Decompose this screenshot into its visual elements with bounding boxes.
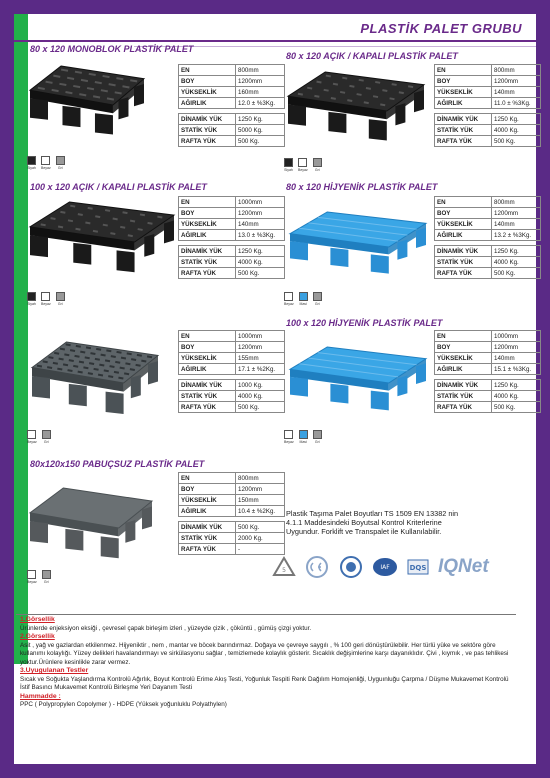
spec-row-rafta xyxy=(435,136,541,147)
product-title: 80x120x150 PABUÇSUZ PLASTİK PALET xyxy=(30,459,205,469)
spec-label: YÜKSEKLİK xyxy=(179,353,236,364)
spec-label: RAFTA YÜK xyxy=(179,402,236,413)
spec-label: EN xyxy=(435,197,492,208)
spec-row-agirlik xyxy=(179,506,285,517)
spec-value: 12.0 ± %3Kg. xyxy=(236,98,285,109)
spec-row-en xyxy=(179,197,285,208)
spec-row-en xyxy=(179,473,285,484)
spec-label: EN xyxy=(179,65,236,76)
pallet-image xyxy=(28,200,176,289)
spec-row-rafta xyxy=(435,268,541,279)
spec-row-yukseklik xyxy=(179,219,285,230)
swatch-box xyxy=(299,292,308,301)
spec-row-dinamik xyxy=(435,114,541,125)
spec-value: 140mm xyxy=(236,219,285,230)
spec-label: DİNAMİK YÜK xyxy=(179,522,236,533)
heading-tests: 3.Uyugulanan Testler xyxy=(20,667,89,674)
spec-label: YÜKSEKLİK xyxy=(179,495,236,506)
pallet-image xyxy=(30,340,160,431)
swatch-box xyxy=(298,158,307,167)
title-divider-light xyxy=(134,46,536,47)
title-divider xyxy=(14,40,536,42)
color-swatch xyxy=(313,430,322,444)
swatch-box xyxy=(27,570,36,579)
spec-row-dinamik xyxy=(435,380,541,391)
spec-row-agirlik xyxy=(179,98,285,109)
spec-value: - xyxy=(236,544,285,555)
product-title: 80 x 120 MONOBLOK PLASTİK PALET xyxy=(30,44,194,54)
text-gorsellik-1: Ürünlerde enjeksiyon eksiği , çevresel çapak birleşim izleri , yüzeyde çizik , çöküntü , gümüş çizgi yoktur. xyxy=(20,624,312,632)
pallet-image xyxy=(288,210,428,289)
spec-label: AĞIRLIK xyxy=(435,364,492,375)
spec-label: AĞIRLIK xyxy=(179,230,236,241)
spec-value: 500 Kg. xyxy=(492,136,541,147)
spec-row-boy xyxy=(179,484,285,495)
spec-row-yukseklik xyxy=(179,87,285,98)
spec-row-statik xyxy=(179,533,285,544)
spec-row-en xyxy=(435,197,541,208)
spec-label: BOY xyxy=(435,208,492,219)
swatch-box xyxy=(27,430,36,439)
spec-label: DİNAMİK YÜK xyxy=(435,114,492,125)
spec-value: 1200mm xyxy=(236,484,285,495)
spec-value: 1000 Kg. xyxy=(236,380,285,391)
pallet-image xyxy=(288,345,428,426)
swatch-label: Gri xyxy=(43,580,49,584)
spec-label: EN xyxy=(179,197,236,208)
spec-table xyxy=(434,196,541,279)
color-swatch xyxy=(27,570,37,584)
swatch-box xyxy=(284,430,293,439)
swatch-label: Beyaz xyxy=(284,440,294,444)
spec-row-statik xyxy=(179,391,285,402)
spec-label: DİNAMİK YÜK xyxy=(179,246,236,257)
spec-table xyxy=(178,472,285,555)
swatch-label: Gri xyxy=(314,168,320,172)
spec-label: RAFTA YÜK xyxy=(179,544,236,555)
spec-row-yukseklik xyxy=(435,219,541,230)
color-swatch xyxy=(56,156,65,170)
spec-value: 140mm xyxy=(492,219,541,230)
spec-label: RAFTA YÜK xyxy=(179,268,236,279)
spec-row-rafta xyxy=(179,268,285,279)
spec-row-agirlik xyxy=(179,364,285,375)
spec-label: STATİK YÜK xyxy=(179,257,236,268)
spec-label: DİNAMİK YÜK xyxy=(435,380,492,391)
spec-label: AĞIRLIK xyxy=(179,506,236,517)
color-swatch xyxy=(27,156,36,170)
swatch-label: Siyah xyxy=(27,302,36,306)
swatch-box xyxy=(313,430,322,439)
spec-label: RAFTA YÜK xyxy=(435,268,492,279)
spec-row-yukseklik xyxy=(435,353,541,364)
spec-value: 1250 Kg. xyxy=(492,246,541,257)
spec-row-rafta xyxy=(435,402,541,413)
page-title: PLASTİK PALET GRUBU xyxy=(360,21,522,36)
heading-raw-material: Hammadde : xyxy=(20,692,61,700)
spec-label: AĞIRLIK xyxy=(435,98,492,109)
product-title: 100 x 120 HİJYENİK PLASTİK PALET xyxy=(286,318,443,328)
spec-table xyxy=(178,330,285,413)
color-swatch xyxy=(42,430,51,444)
spec-value: 150mm xyxy=(236,495,285,506)
spec-label: YÜKSEKLİK xyxy=(435,87,492,98)
iaf-seal-icon xyxy=(372,556,398,578)
svg-text:IAF: IAF xyxy=(380,564,390,571)
spec-row-en xyxy=(179,331,285,342)
spec-row-agirlik xyxy=(435,230,541,241)
spec-row-yukseklik xyxy=(179,495,285,506)
spec-value: 1200mm xyxy=(236,76,285,87)
spec-value: 800mm xyxy=(492,65,541,76)
spec-value: 13.0 ± %3Kg. xyxy=(236,230,285,241)
spec-value: 800mm xyxy=(236,65,285,76)
spec-row-statik xyxy=(179,257,285,268)
color-swatches xyxy=(284,430,322,444)
spec-label: STATİK YÜK xyxy=(435,125,492,136)
quality-seal-icon xyxy=(338,556,364,578)
spec-value: 160mm xyxy=(236,87,285,98)
pallet-image xyxy=(28,64,146,151)
spec-row-dinamik xyxy=(179,114,285,125)
spec-row-rafta xyxy=(179,544,285,555)
swatch-label: Beyaz xyxy=(41,166,51,170)
spec-value: 140mm xyxy=(492,87,541,98)
description-block xyxy=(20,616,510,710)
spec-row-boy xyxy=(179,342,285,353)
pallet-image xyxy=(286,70,426,157)
spec-label: AĞIRLIK xyxy=(179,98,236,109)
color-swatches xyxy=(284,158,322,172)
color-swatch xyxy=(313,158,322,172)
swatch-box xyxy=(56,156,65,165)
swatch-label: Siyah xyxy=(284,168,293,172)
spec-label: BOY xyxy=(435,342,492,353)
spec-label: BOY xyxy=(179,208,236,219)
swatch-box xyxy=(56,292,65,301)
spec-value: 10.4 ± %2Kg. xyxy=(236,506,285,517)
swatch-label: Beyaz xyxy=(41,302,51,306)
spec-label: STATİK YÜK xyxy=(179,125,236,136)
spec-row-agirlik xyxy=(435,98,541,109)
swatch-label: Gri xyxy=(57,166,63,170)
spec-label: YÜKSEKLİK xyxy=(435,353,492,364)
spec-row-statik xyxy=(179,125,285,136)
swatch-box xyxy=(299,430,308,439)
spec-value: 800mm xyxy=(236,473,285,484)
text-gorsellik-2: Asit , yağ ve gazlardan etkilenmez. Hijyeniktir , nem , mantar ve böcek barındırmaz. Doğaya ve çevreye saygılı , % 100 geri dönüştürülebilir. Her türlü yüke ve sektöre göre kullanımı kolaylığı. Yüzey delikleri havalandırmayı ve sirkülasyonu sağlar , temizlemede kolaylık gösterir. Sıcaklık değişimlerine karşı dayanıklıdır. Çivi , kıymık , ve pas tehlikesi yoktur.Ürünlere kesinlikle zarar vermez. xyxy=(20,641,509,666)
recycle-icon xyxy=(272,556,296,578)
swatch-label: Beyaz xyxy=(298,168,308,172)
text-raw-material: PPC ( Polypropylen Copolymer ) - HDPE (Yüksek yoğunluklu Polyathylen) xyxy=(20,701,227,708)
spec-row-statik xyxy=(435,125,541,136)
spec-label: AĞIRLIK xyxy=(435,230,492,241)
swatch-label: Gri xyxy=(314,302,320,306)
spec-label: YÜKSEKLİK xyxy=(179,87,236,98)
spec-row-en xyxy=(435,65,541,76)
spec-row-en xyxy=(179,65,285,76)
spec-row-statik xyxy=(435,391,541,402)
spec-label: STATİK YÜK xyxy=(179,391,236,402)
spec-label: DİNAMİK YÜK xyxy=(179,114,236,125)
spec-label: RAFTA YÜK xyxy=(179,136,236,147)
color-swatches xyxy=(27,430,51,444)
swatch-box xyxy=(284,292,293,301)
swatch-box xyxy=(42,430,51,439)
spec-value: 500 Kg. xyxy=(492,402,541,413)
certification-logos xyxy=(272,556,489,578)
spec-table xyxy=(434,330,541,413)
swatch-label: Mavi xyxy=(299,302,307,306)
spec-row-agirlik xyxy=(435,364,541,375)
iqnet-logo: IQNet xyxy=(438,556,489,577)
spec-label: STATİK YÜK xyxy=(435,257,492,268)
spec-value: 1200mm xyxy=(236,342,285,353)
swatch-box xyxy=(27,156,36,165)
color-swatch xyxy=(284,430,294,444)
color-swatch xyxy=(41,156,51,170)
spec-label: EN xyxy=(435,331,492,342)
spec-table xyxy=(178,196,285,279)
spec-value: 13.2 ± %3Kg. xyxy=(492,230,541,241)
spec-row-agirlik xyxy=(179,230,285,241)
description-divider xyxy=(16,614,516,615)
spec-row-boy xyxy=(435,76,541,87)
spec-label: BOY xyxy=(179,484,236,495)
swatch-box xyxy=(42,570,51,579)
spec-value: 11.0 ± %3Kg. xyxy=(492,98,541,109)
spec-row-dinamik xyxy=(435,246,541,257)
swatch-label: Beyaz xyxy=(27,580,37,584)
spec-value: 1200mm xyxy=(492,76,541,87)
color-swatches xyxy=(27,156,65,170)
spec-label: RAFTA YÜK xyxy=(435,136,492,147)
product-title: 80 x 120 AÇIK / KAPALI PLASTİK PALET xyxy=(286,51,458,61)
swatch-label: Beyaz xyxy=(27,440,37,444)
color-swatch xyxy=(56,292,65,306)
spec-label: STATİK YÜK xyxy=(179,533,236,544)
color-swatches xyxy=(27,292,65,306)
spec-value: 4000 Kg. xyxy=(492,391,541,402)
spec-label: DİNAMİK YÜK xyxy=(435,246,492,257)
spec-value: 500 Kg. xyxy=(236,402,285,413)
swatch-box xyxy=(313,158,322,167)
spec-value: 1200mm xyxy=(492,208,541,219)
spec-value: 1200mm xyxy=(236,208,285,219)
svg-text:5: 5 xyxy=(282,567,286,574)
spec-value: 4000 Kg. xyxy=(492,125,541,136)
spec-value: 500 Kg. xyxy=(236,136,285,147)
color-swatch xyxy=(284,292,294,306)
color-swatches xyxy=(284,292,322,306)
product-title: 100 x 120 AÇIK / KAPALI PLASTİK PALET xyxy=(30,182,207,192)
swatch-box xyxy=(41,156,50,165)
spec-value: 17.1 ± %2Kg. xyxy=(236,364,285,375)
spec-row-yukseklik xyxy=(179,353,285,364)
heading-gorsellik-1: 1.Görsellik xyxy=(20,616,55,623)
spec-row-yukseklik xyxy=(435,87,541,98)
swatch-label: Gri xyxy=(57,302,63,306)
spec-label: AĞIRLIK xyxy=(179,364,236,375)
color-swatch xyxy=(299,292,308,306)
spec-row-rafta xyxy=(179,402,285,413)
swatch-label: Siyah xyxy=(27,166,36,170)
heading-gorsellik-2: 2.Görsellik xyxy=(20,633,55,640)
spec-value: 500 Kg. xyxy=(492,268,541,279)
spec-value: 140mm xyxy=(492,353,541,364)
spec-label: EN xyxy=(435,65,492,76)
spec-value: 4000 Kg. xyxy=(236,257,285,268)
swatch-box xyxy=(313,292,322,301)
spec-value: 1250 Kg. xyxy=(492,114,541,125)
spec-value: 1250 Kg. xyxy=(492,380,541,391)
pallet-image xyxy=(28,486,154,575)
spec-value: 1000mm xyxy=(236,197,285,208)
spec-value: 155mm xyxy=(236,353,285,364)
spec-value: 1250 Kg. xyxy=(236,246,285,257)
spec-value: 500 Kg. xyxy=(236,522,285,533)
svg-text:DQS: DQS xyxy=(409,564,427,572)
spec-label: BOY xyxy=(179,342,236,353)
color-swatch xyxy=(42,570,51,584)
spec-row-dinamik xyxy=(179,522,285,533)
spec-row-boy xyxy=(435,342,541,353)
ce-mark-icon xyxy=(304,556,330,578)
swatch-box xyxy=(27,292,36,301)
color-swatch xyxy=(298,158,308,172)
color-swatch xyxy=(299,430,308,444)
spec-value: 1200mm xyxy=(492,342,541,353)
dqs-logo-icon xyxy=(406,556,430,578)
spec-table xyxy=(178,64,285,147)
spec-row-dinamik xyxy=(179,380,285,391)
swatch-label: Gri xyxy=(314,440,320,444)
spec-value: 15.1 ± %3Kg. xyxy=(492,364,541,375)
spec-value: 500 Kg. xyxy=(236,268,285,279)
swatch-label: Mavi xyxy=(299,440,307,444)
spec-label: BOY xyxy=(179,76,236,87)
spec-value: 1000mm xyxy=(492,331,541,342)
spec-value: 4000 Kg. xyxy=(236,391,285,402)
spec-label: DİNAMİK YÜK xyxy=(179,380,236,391)
spec-label: STATİK YÜK xyxy=(435,391,492,402)
spec-label: EN xyxy=(179,473,236,484)
spec-label: YÜKSEKLİK xyxy=(435,219,492,230)
spec-value: 5000 Kg. xyxy=(236,125,285,136)
spec-label: BOY xyxy=(435,76,492,87)
spec-label: RAFTA YÜK xyxy=(435,402,492,413)
color-swatch xyxy=(27,430,37,444)
spec-value: 2000 Kg. xyxy=(236,533,285,544)
color-swatches xyxy=(27,570,51,584)
color-swatch xyxy=(41,292,51,306)
spec-value: 4000 Kg. xyxy=(492,257,541,268)
color-swatch xyxy=(313,292,322,306)
green-side-bar xyxy=(14,14,28,664)
swatch-box xyxy=(41,292,50,301)
spec-row-rafta xyxy=(179,136,285,147)
spec-table xyxy=(434,64,541,147)
spec-value: 1250 Kg. xyxy=(236,114,285,125)
spec-row-boy xyxy=(179,208,285,219)
color-swatch xyxy=(284,158,293,172)
spec-row-en xyxy=(435,331,541,342)
spec-label: EN xyxy=(179,331,236,342)
standard-note: Plastik Taşıma Palet Boyutları TS 1509 EN 13382 nin 4.1.1 Maddesindeki Boyutsal Kontrol Kriterlerine Uygundur. Forklift ve Transpalet ile Kullanılabilir. xyxy=(286,509,459,536)
spec-row-statik xyxy=(435,257,541,268)
swatch-label: Beyaz xyxy=(284,302,294,306)
product-title: 80 x 120 HİJYENİK PLASTİK PALET xyxy=(286,182,438,192)
spec-value: 800mm xyxy=(492,197,541,208)
color-swatch xyxy=(27,292,36,306)
spec-row-boy xyxy=(179,76,285,87)
spec-label: YÜKSEKLİK xyxy=(179,219,236,230)
spec-value: 1000mm xyxy=(236,331,285,342)
spec-row-dinamik xyxy=(179,246,285,257)
text-tests: Sıcak ve Soğukta Yaşlandırma Kontrolü Ağırlık, Boyut Kontrolü Erime Akış Testi, Yoğunluk Tespiti Renk Dağılım Homojenliği, Uyguınluğu Çarpma / Düşme Mukavemet Kontrolü İstif Basıncı Mukavemet Kontrolü Birleşme Yeri Dayanım Testi xyxy=(20,675,509,691)
swatch-box xyxy=(284,158,293,167)
spec-row-boy xyxy=(435,208,541,219)
swatch-label: Gri xyxy=(43,440,49,444)
